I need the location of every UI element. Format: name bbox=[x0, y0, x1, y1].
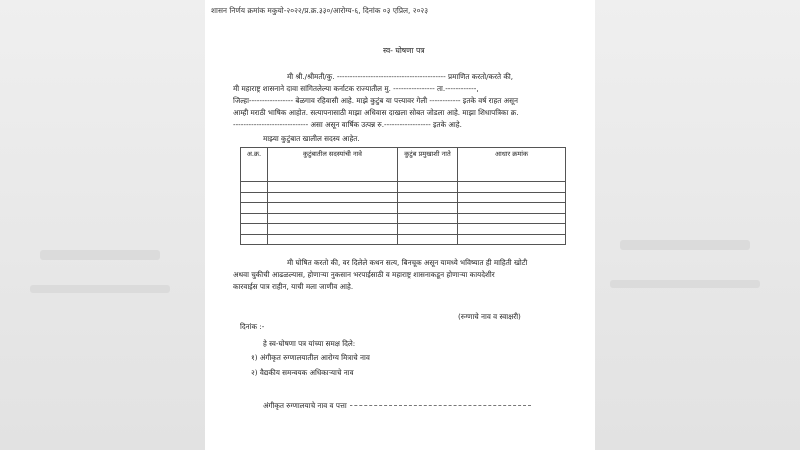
declared-before-label: हे स्व-घोषणा पत्र यांच्या समक्ष दिले: bbox=[263, 339, 356, 348]
witness-item: १) अंगीकृत रुग्णालयातील आरोग्य मित्राचे नाव bbox=[251, 353, 370, 362]
document-page bbox=[205, 0, 595, 450]
undertaking-line: कारवाईस पात्र राहीन, याची मला जाणीव आहे. bbox=[233, 282, 354, 291]
hospital-label: अंगीकृत रुग्णालयाचे नाव व पत्ता bbox=[263, 401, 350, 410]
declaration-line: मी महाराष्ट्र शासनाने दावा सांगितलेल्या कर्नाटक राज्यातील मु. ---------------- ता.------------, bbox=[233, 84, 479, 93]
declaration-line: आम्ही मराठी भाषिक आहोत. सत्यापनासाठी माझा अधिवास दाखला सोबत जोडला आहे. माझा शिधापत्रिका क्र. bbox=[233, 108, 519, 117]
date-label: दिनांक :- bbox=[240, 322, 265, 331]
family-members-table bbox=[240, 147, 566, 245]
table-row bbox=[241, 203, 566, 214]
col-header-relation: कुटुंब प्रमुखाशी नाते bbox=[398, 148, 458, 182]
col-header-aadhaar: आधार क्रमांक bbox=[458, 148, 566, 182]
witness-item: २) वैद्यकीय समन्वयक अधिकाऱ्याचे नाव bbox=[251, 368, 354, 377]
blurred-text-left bbox=[30, 285, 170, 293]
table-header-row bbox=[241, 148, 566, 182]
declaration-line: मी श्री./श्रीमती/कु. ------------------------------------------ प्रमाणित करतो/करते की, bbox=[287, 72, 514, 81]
table-intro: माझ्या कुटुंबात खालील सदस्य आहेत. bbox=[263, 134, 360, 143]
table-row bbox=[241, 182, 566, 193]
blurred-text-left bbox=[40, 250, 160, 260]
undertaking-line: अथवा चुकीची आढळल्यास, होणाऱ्या नुकसान भरपाईसाठी व महाराष्ट्र शासनाकडून होणाऱ्या कायदेशीर bbox=[233, 270, 495, 279]
blurred-background-left bbox=[0, 0, 205, 450]
document-title: स्व- घोषणा पत्र bbox=[383, 46, 425, 55]
undertaking-line: मी घोषित करतो की, वर दिलेले कथन सत्य, बिनचूक असून यामध्ये भविष्यात ही माहिती खोटी bbox=[287, 258, 528, 267]
declaration-line: ----------------------------- असा असून वार्षिक उत्पन्न रु.------------------ इतके आहे. bbox=[233, 120, 462, 129]
col-header-serial: अ.क्र. bbox=[241, 148, 268, 182]
declaration-line: जिल्हा----------------- बेळगाव रहिवासी आहे. माझे कुटुंब या पत्त्यावर गेली ------------ इतके वर्ष राहत असून bbox=[233, 96, 519, 105]
col-header-name: कुटुंबातील सदस्यांची नावे bbox=[268, 148, 398, 182]
table-row bbox=[241, 224, 566, 235]
signature-label: (रुग्णाचे नाव व स्वाक्षरी) bbox=[458, 312, 521, 321]
blurred-text-right bbox=[610, 280, 760, 288]
blurred-background-right bbox=[585, 0, 800, 450]
table-row bbox=[241, 213, 566, 224]
table-row bbox=[241, 192, 566, 203]
document-header: शासन निर्णय क्रमांक मकुयो-२०२२/प्र.क्र.३३०/आरोग्य-६, दिनांक ०३ एप्रिल, २०२३ bbox=[211, 6, 429, 15]
blurred-text-right bbox=[620, 240, 750, 250]
table-row bbox=[241, 234, 566, 245]
